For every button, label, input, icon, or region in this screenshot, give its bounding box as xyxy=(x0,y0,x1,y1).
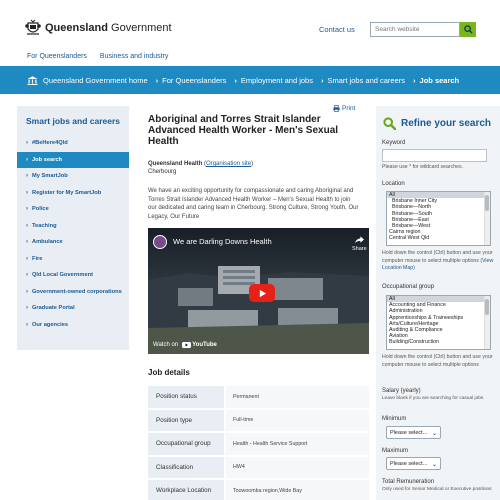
chevron-right-icon: › xyxy=(26,255,28,262)
youtube-logo: YouTube xyxy=(182,342,217,348)
breadcrumb-current: Job search xyxy=(419,75,460,85)
keyword-input[interactable] xyxy=(382,149,487,162)
table-row xyxy=(148,457,369,481)
detail-key: Position status xyxy=(148,386,224,408)
detail-value: Full-time xyxy=(226,410,369,432)
scrollbar[interactable] xyxy=(484,192,490,245)
detail-value: Permanent xyxy=(226,386,369,408)
nav-item-graduate-portal[interactable]: › Graduate Portal xyxy=(26,305,75,312)
audience-nav xyxy=(27,53,168,60)
breadcrumb-separator: › xyxy=(320,75,324,85)
occupation-option[interactable]: Building/Construction xyxy=(389,339,440,346)
search-icon xyxy=(464,25,473,34)
occupational-group-label: Occupational group xyxy=(382,284,435,290)
share-button[interactable]: Share xyxy=(352,236,367,252)
occupation-option[interactable]: Apprenticeships & Traineeships xyxy=(389,314,464,321)
channel-avatar[interactable] xyxy=(153,235,167,249)
breadcrumb-item[interactable]: Smart jobs and careers xyxy=(327,75,406,85)
nav-item-gocs[interactable]: › Government-owned corporations xyxy=(26,288,122,295)
detail-key: Classification xyxy=(148,457,224,479)
maximum-label: Maximum xyxy=(382,448,409,454)
occupational-group-hint: Hold down the control (Ctrl) button and use your computer mouse to select multiple options xyxy=(382,354,493,368)
salary-label: Salary (yearly) xyxy=(382,388,421,394)
nav-item-register[interactable]: › Register for My SmartJob xyxy=(26,189,102,196)
location-option[interactable]: Brisbane—South xyxy=(392,210,433,217)
occupation-option[interactable]: Accounting and Finance xyxy=(389,302,446,309)
detail-key: Position type xyxy=(148,410,224,432)
chevron-right-icon: › xyxy=(26,239,28,246)
section-nav xyxy=(17,106,129,350)
video-title[interactable]: We are Darling Downs Health xyxy=(173,237,272,246)
location-option[interactable]: Brisbane Inner City xyxy=(392,198,438,205)
chevron-down-icon: ⌄ xyxy=(431,431,437,437)
site-search xyxy=(370,22,476,37)
qld-gov-logo[interactable] xyxy=(25,19,172,37)
occupation-option[interactable]: All xyxy=(387,296,490,302)
location-option[interactable]: Brisbane—North xyxy=(392,204,432,211)
breadcrumb-home[interactable]: Queensland Government home xyxy=(27,76,148,85)
play-button[interactable] xyxy=(249,284,275,302)
chevron-right-icon: › xyxy=(26,206,28,213)
section-nav-title[interactable]: Smart jobs and careers xyxy=(26,116,121,126)
nav-item-ambulance[interactable]: › Ambulance xyxy=(26,239,63,246)
keyword-label: Keyword xyxy=(382,140,406,146)
detail-value: Health - Health Service Support xyxy=(226,433,369,455)
occupation-option[interactable]: Auditing & Compliance xyxy=(389,326,443,333)
breadcrumb-separator: › xyxy=(234,75,237,85)
job-intro: We have an exciting opportunity for compassionate and caring Aboriginal and Torres Strait Islander Advanced Health Worker – Men's Sexual Health to join our dedicated and caring team in Cherbourg. Strong Culture, Strong Youth, Our Legacy, Our Future xyxy=(148,188,359,220)
job-title: Aboriginal and Torres Strait Islander Advanced Health Worker - Men's Sexual Health xyxy=(148,114,339,147)
location-option[interactable]: Cairns region xyxy=(389,229,421,236)
youtube-icon xyxy=(182,342,191,348)
search-input[interactable] xyxy=(370,22,460,37)
government-building-icon xyxy=(27,76,38,85)
chevron-right-icon: › xyxy=(26,272,28,279)
location-hint: Hold down the control (Ctrl) button and use your computer mouse to select multiple options (View Location Map) xyxy=(382,250,494,271)
search-button[interactable] xyxy=(460,22,476,37)
detail-key: Workplace Location xyxy=(148,480,224,500)
keyword-hint: Please use * for wildcard searches. xyxy=(382,164,464,170)
total-remuneration-label: Total Remuneration xyxy=(382,479,435,485)
audience-link-business[interactable]: Business and industry xyxy=(99,53,169,60)
table-row xyxy=(148,480,369,500)
organisation: Queensland Health (Organisation site) xyxy=(148,161,254,167)
location-option[interactable]: Brisbane—West xyxy=(392,222,431,229)
minimum-salary-select[interactable]: Please select... ⌄ xyxy=(386,426,441,439)
watch-on-youtube[interactable]: Watch on YouTube xyxy=(153,342,217,348)
view-location-map-link[interactable]: (View Location Map) xyxy=(382,257,494,271)
organisation-site-link[interactable]: Organisation site xyxy=(206,161,252,167)
section-nav-list xyxy=(17,135,129,333)
location-option[interactable]: Brisbane—East xyxy=(392,216,429,223)
brand-name: Queensland Government xyxy=(45,22,172,34)
nav-item-fire[interactable]: › Fire xyxy=(26,255,43,262)
play-icon xyxy=(258,289,267,298)
breadcrumb-item[interactable]: Employment and jobs xyxy=(240,75,313,85)
audience-link-queenslanders[interactable]: For Queenslanders xyxy=(27,53,87,60)
total-remuneration-hint: Only used for Senior Medical or Executive positions xyxy=(382,487,492,492)
nav-item-police[interactable]: › Police xyxy=(26,206,49,213)
chevron-right-icon: › xyxy=(26,321,28,328)
salary-hint: Leave blank if you are searching for casual jobs xyxy=(382,396,484,401)
nav-item-behere4qld[interactable]: › #BeHere4Qld xyxy=(26,140,68,147)
occupation-option[interactable]: Administration xyxy=(389,308,423,315)
nav-item-job-search[interactable]: › Job search xyxy=(17,152,129,169)
table-row xyxy=(148,410,369,434)
occupation-option[interactable]: Aviation xyxy=(389,333,408,340)
nav-item-my-smartjob[interactable]: › My SmartJob xyxy=(26,173,68,180)
occupation-option[interactable]: Arts/Culture/Heritage xyxy=(389,320,439,327)
contact-us-link[interactable]: Contact us xyxy=(319,25,355,34)
chevron-right-icon: › xyxy=(26,173,28,180)
job-location: Cherbourg xyxy=(148,169,177,175)
job-details-heading: Job details xyxy=(148,368,190,377)
site-header xyxy=(0,0,500,64)
search-icon xyxy=(383,117,396,130)
chevron-right-icon: › xyxy=(26,288,28,295)
breadcrumb-item[interactable]: For Queenslanders xyxy=(162,75,227,85)
location-option[interactable]: All xyxy=(387,192,490,198)
detail-value: Toowoomba region,Wide Bay xyxy=(226,480,369,500)
detail-value: HW4 xyxy=(226,457,369,479)
nav-item-teaching[interactable]: › Teaching xyxy=(26,222,57,229)
chevron-down-icon: ⌄ xyxy=(431,462,437,468)
video-player[interactable] xyxy=(148,228,369,354)
table-row xyxy=(148,386,369,410)
refine-title: Refine your search xyxy=(383,117,491,130)
nav-item-local-government[interactable]: › Qld Local Government xyxy=(26,272,93,279)
scrollbar[interactable] xyxy=(484,296,490,349)
location-listbox[interactable] xyxy=(386,191,491,246)
breadcrumb-separator: › xyxy=(413,75,416,85)
location-option[interactable]: Central West Qld xyxy=(389,235,430,242)
print-link[interactable]: Print xyxy=(333,105,355,112)
printer-icon xyxy=(333,105,340,112)
chevron-right-icon: › xyxy=(26,222,28,229)
nav-item-our-agencies[interactable]: › Our agencies xyxy=(26,321,69,328)
chevron-right-icon: › xyxy=(26,140,28,147)
coat-of-arms-icon xyxy=(25,19,41,37)
chevron-right-icon: › xyxy=(26,156,28,163)
chevron-right-icon: › xyxy=(26,189,28,196)
maximum-salary-select[interactable]: Please select... ⌄ xyxy=(386,457,441,470)
job-details-table xyxy=(148,386,369,500)
chevron-right-icon: › xyxy=(26,305,28,312)
table-row xyxy=(148,433,369,457)
breadcrumb-separator: › xyxy=(155,75,159,85)
share-icon xyxy=(355,236,364,244)
minimum-label: Minimum xyxy=(382,416,407,422)
detail-key: Occupational group xyxy=(148,433,224,455)
location-label: Location xyxy=(382,181,405,187)
breadcrumb xyxy=(0,66,500,94)
occupational-group-listbox[interactable] xyxy=(386,295,491,350)
